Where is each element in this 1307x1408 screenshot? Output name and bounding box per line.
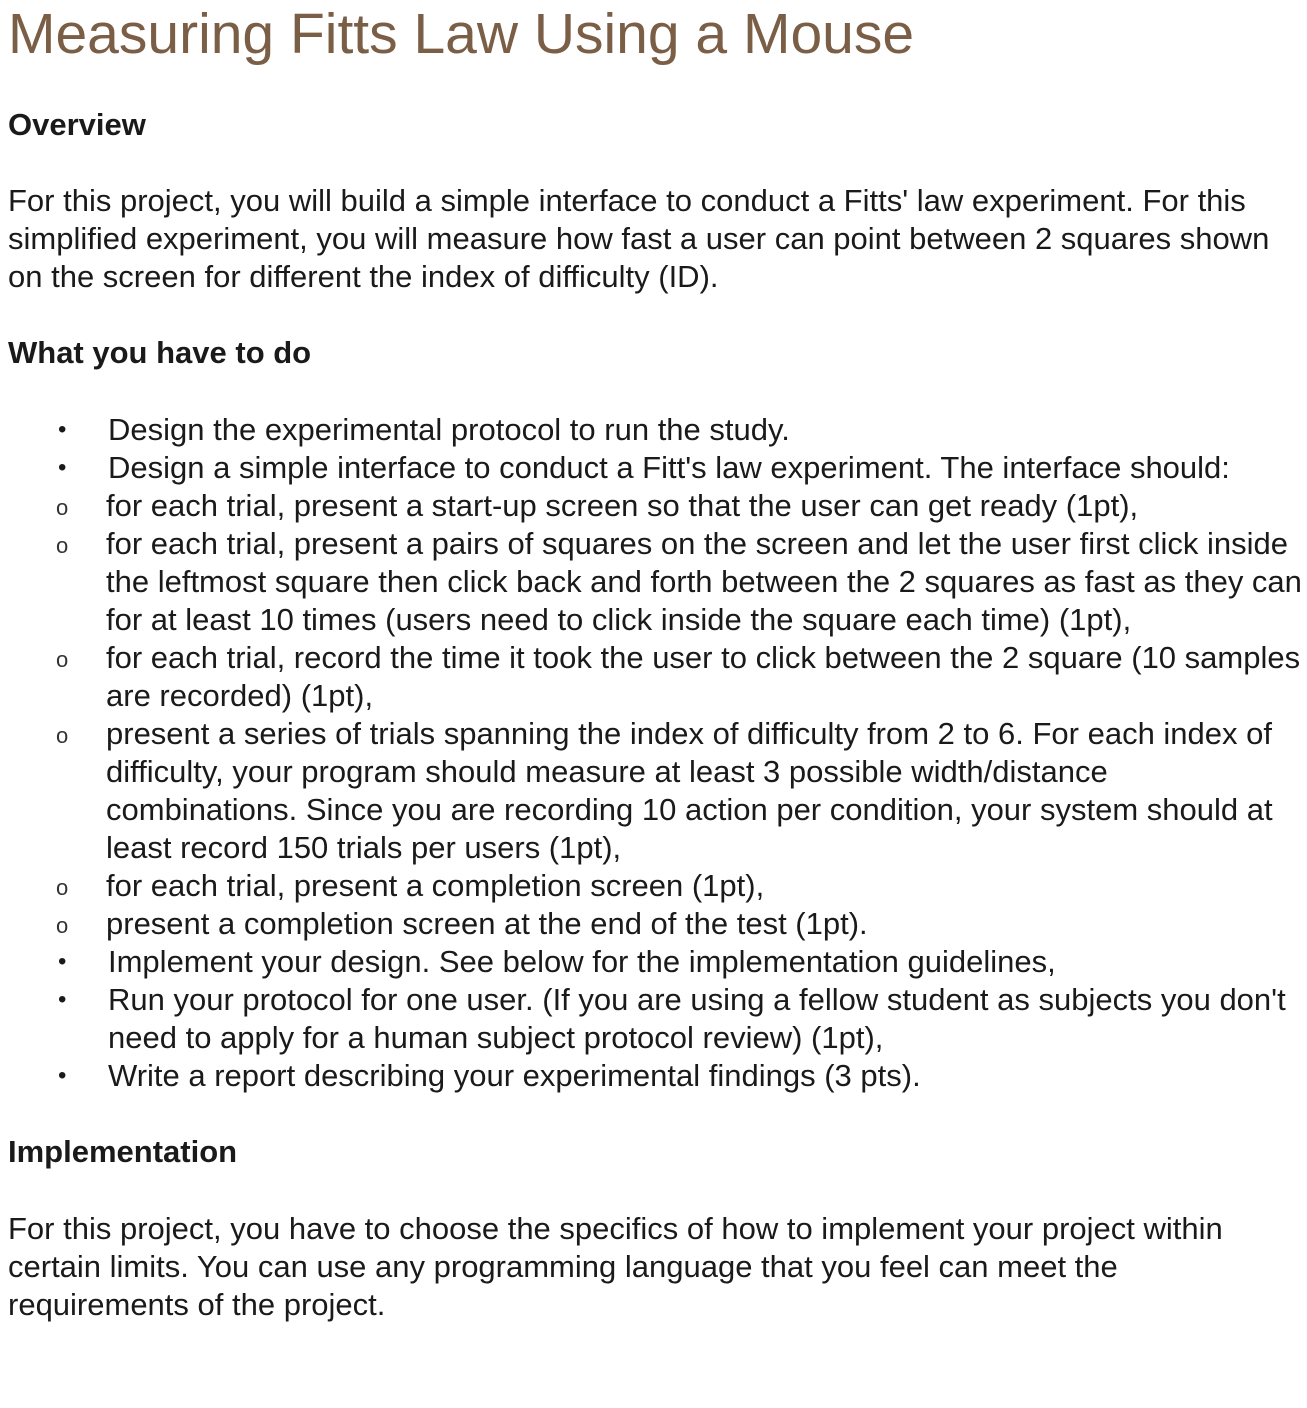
task-item bbox=[8, 449, 1303, 487]
todo-heading: What you have to do bbox=[8, 335, 312, 370]
overview-paragraph: For this project, you will build a simple interface to conduct a Fitts' law experiment. For this simplified experiment, you will measure how fast a user can point between 2 squares shown on the screen for different the index of difficulty (ID). bbox=[8, 183, 1270, 294]
overview-heading: Overview bbox=[8, 107, 146, 142]
bullet-icon: • bbox=[58, 986, 67, 1013]
requirement-text: for each trial, record the time it took the user to click between the 2 square (10 samples are recorded) (1pt), bbox=[106, 640, 1301, 713]
requirement-item bbox=[8, 905, 1303, 943]
task-text: Design the experimental protocol to run the study. bbox=[108, 412, 790, 447]
circle-bullet-icon: o bbox=[56, 647, 69, 672]
page-title: Measuring Fitts Law Using a Mouse bbox=[8, 2, 915, 66]
task-text: Write a report describing your experimental findings (3 pts). bbox=[108, 1058, 921, 1093]
bullet-icon: • bbox=[58, 948, 67, 975]
requirement-text: present a completion screen at the end of the test (1pt). bbox=[106, 906, 868, 941]
task-item bbox=[8, 1057, 1303, 1095]
task-item bbox=[8, 411, 1303, 449]
requirement-item bbox=[8, 487, 1303, 525]
requirement-item bbox=[8, 867, 1303, 905]
requirement-item bbox=[8, 715, 1303, 867]
circle-bullet-icon: o bbox=[56, 875, 69, 900]
requirement-text: for each trial, present a pairs of squares on the screen and let the user first click inside the leftmost square then click back and forth between the 2 squares as fast as they can for at least 10 times (users need to click inside the square each time) (1pt), bbox=[106, 526, 1302, 637]
requirement-item bbox=[8, 639, 1303, 715]
task-text: Implement your design. See below for the implementation guidelines, bbox=[108, 944, 1056, 979]
task-text: Design a simple interface to conduct a Fitt's law experiment. The interface should: bbox=[108, 450, 1230, 485]
task-item bbox=[8, 943, 1303, 981]
document-page bbox=[8, 0, 1303, 1324]
task-list bbox=[8, 411, 1303, 487]
implementation-heading: Implementation bbox=[8, 1134, 238, 1169]
circle-bullet-icon: o bbox=[56, 495, 69, 520]
requirement-text: for each trial, present a start-up screen so that the user can get ready (1pt), bbox=[106, 488, 1139, 523]
bullet-icon: • bbox=[58, 416, 67, 443]
task-text: Run your protocol for one user. (If you are using a fellow student as subjects you don't need to apply for a human subject protocol review) (1pt), bbox=[108, 982, 1286, 1055]
circle-bullet-icon: o bbox=[56, 533, 69, 558]
interface-requirements-list bbox=[8, 487, 1303, 943]
circle-bullet-icon: o bbox=[56, 723, 69, 748]
requirement-text: present a series of trials spanning the index of difficulty from 2 to 6. For each index of difficulty, your program should measure at least 3 possible width/distance combinations. Since you are recording 10 action per condition, your system should at least record 150 trials per users (1pt), bbox=[106, 716, 1273, 865]
implementation-paragraph: For this project, you have to choose the specifics of how to implement your project within certain limits. You can use any programming language that you feel can meet the requirements of the project. bbox=[8, 1211, 1223, 1322]
bullet-icon: • bbox=[58, 1062, 67, 1089]
task-item bbox=[8, 981, 1303, 1057]
task-list-continued bbox=[8, 943, 1303, 1095]
requirement-item bbox=[8, 525, 1303, 639]
requirement-text: for each trial, present a completion screen (1pt), bbox=[106, 868, 765, 903]
bullet-icon: • bbox=[58, 454, 67, 481]
circle-bullet-icon: o bbox=[56, 913, 69, 938]
